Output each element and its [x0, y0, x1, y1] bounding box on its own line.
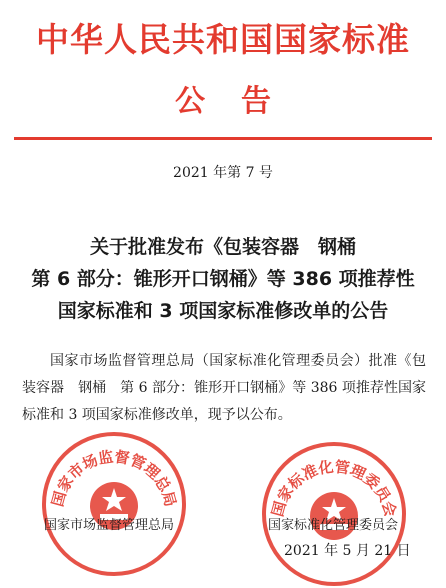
title-line: 第 6 部分：锥形开口钢桶》等 386 项推荐性 [31, 268, 415, 290]
announcement-body: 国家市场监督管理总局（国家标准化管理委员会）批准《包装容器 钢桶 第 6 部分：锥形开口钢桶》等 386 项推荐性国家标准和 3 项国家标准修改单，现予以公布。 [22, 353, 426, 423]
title-line: 国家标准和 3 项国家标准修改单的公告 [57, 300, 389, 322]
red-rule-divider [14, 137, 432, 140]
header-subtitle: 公告 [175, 84, 307, 119]
official-seal-samr [40, 430, 188, 578]
announcement-date: 2021 年 5 月 21 日 [284, 543, 411, 559]
seal-text: 国家市场监督管理总局 [48, 447, 180, 509]
seal-text: 国家标准化管理委员会 [268, 457, 400, 519]
signatory-sac: 国家标准化管理委员会 [268, 518, 399, 533]
title-line: 关于批准发布《包装容器 钢桶 [89, 236, 356, 258]
issue-number: 2021 年第 7 号 [173, 165, 273, 181]
header-title: 中华人民共和国国家标准 [36, 20, 410, 59]
signatory-samr: 国家市场监督管理总局 [44, 518, 175, 533]
